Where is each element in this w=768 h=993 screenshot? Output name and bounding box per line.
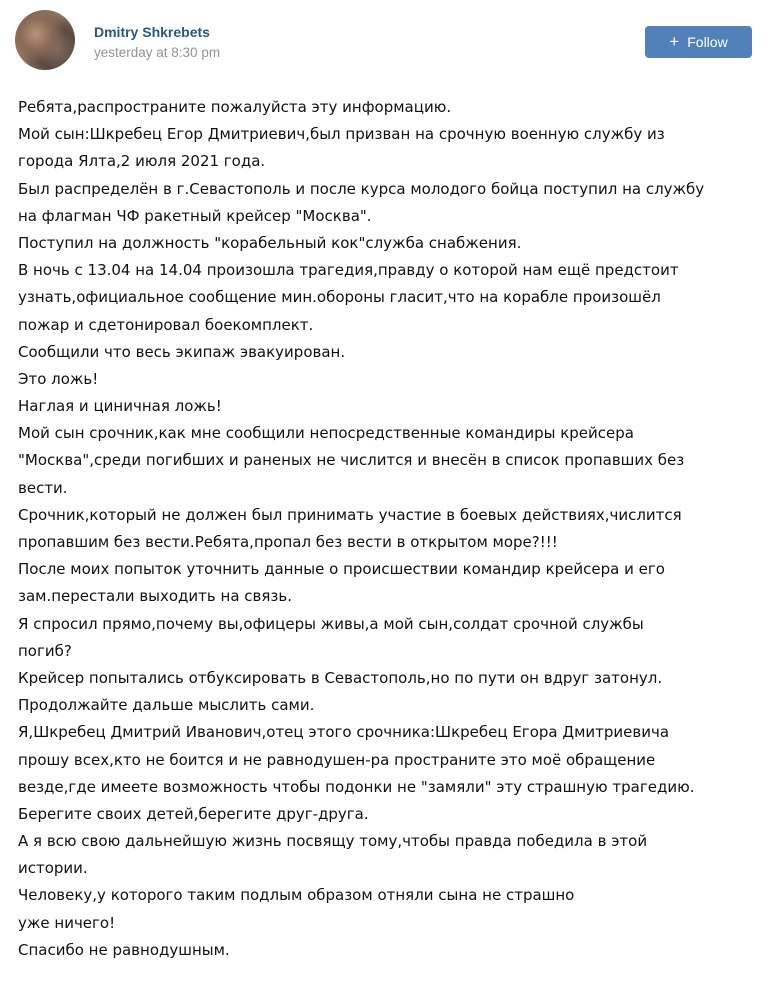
post-line: Срочник,который не должен был принимать участие в боевых действиях,числится [18, 505, 682, 524]
post-line: Мой сын срочник,как мне сообщили непосредственные командиры крейсера [18, 424, 634, 443]
post-body [18, 94, 758, 964]
post-header [0, 0, 768, 80]
post-line: прошу всех,кто не боится и не равнодушен-ра пространите это моё обращение [18, 750, 656, 769]
post-line: пропавшим без вести.Ребята,пропал без вести в открытом море?!!! [18, 533, 558, 551]
post-line: Был распределён в г.Севастополь и после курса молодого бойца поступил на службу [18, 179, 705, 198]
post-line: Продолжайте дальше мыслить сами. [18, 696, 315, 715]
post-timestamp[interactable]: yesterday at 8:30 pm [94, 45, 221, 60]
post-line: А я всю свою дальнейшую жизнь посвящу тому,чтобы правда победила в этой [18, 832, 648, 851]
post-line: везде,где имеете возможность чтобы подонки не "замяли" эту страшную трагедию. [18, 777, 695, 796]
follow-button-label: Follow [687, 34, 728, 50]
post-line: истории. [18, 859, 88, 878]
post-line: Я,Шкребец Дмитрий Иванович,отец этого срочника:Шкребец Егора Дмитриевича [18, 723, 670, 742]
post-line: Поступил на должность "корабельный кок"служба снабжения. [18, 233, 522, 252]
plus-icon: + [669, 31, 680, 51]
post-line: на флагман ЧФ ракетный крейсер "Москва". [18, 206, 372, 225]
post-line: "Москва",среди погибших и раненых не числится и внесён в список пропавших без [18, 451, 685, 470]
post-line: узнать,официальное сообщение мин.обороны гласит,что на корабле произошёл [18, 288, 661, 307]
post-line: В ночь с 13.04 на 14.04 произошла трагедия,правду о которой нам ещё предстоит [18, 261, 679, 280]
post-line: уже ничего! [18, 913, 116, 932]
avatar[interactable] [15, 10, 75, 70]
post-line: Спасибо не равнодушным. [18, 940, 230, 959]
post-line: Это ложь! [18, 369, 99, 388]
follow-button[interactable] [645, 26, 752, 58]
post-line: Человеку,у которого таким подлым образом отняли сына не страшно [18, 886, 575, 905]
post-line: После моих попыток уточнить данные о происшествии командир крейсера и его [18, 560, 665, 579]
post-line: Крейсер попытались отбуксировать в Севастополь,но по пути он вдруг затонул. [18, 668, 663, 687]
post-line: Я спросил прямо,почему вы,офицеры живы,а мой сын,солдат срочной службы [18, 614, 644, 633]
post-line: Наглая и циничная ложь! [18, 397, 222, 416]
post-line: Мой сын:Шкребец Егор Дмитриевич,был призван на срочную военную службу из [18, 125, 665, 144]
post-line: погиб? [18, 641, 72, 660]
author-name-link[interactable]: Dmitry Shkrebets [94, 24, 210, 40]
post-line: Берегите своих детей,берегите друг-друга. [18, 804, 369, 823]
post-line: города Ялта,2 июля 2021 года. [18, 152, 266, 171]
post-line: Ребята,распространите пожалуйста эту информацию. [18, 98, 452, 116]
post-line: зам.перестали выходить на связь. [18, 587, 292, 606]
post-line: Сообщили что весь экипаж эвакуирован. [18, 342, 346, 361]
post-line: пожар и сдетонировал боекомплект. [18, 315, 314, 334]
post-line: вести. [18, 478, 68, 497]
